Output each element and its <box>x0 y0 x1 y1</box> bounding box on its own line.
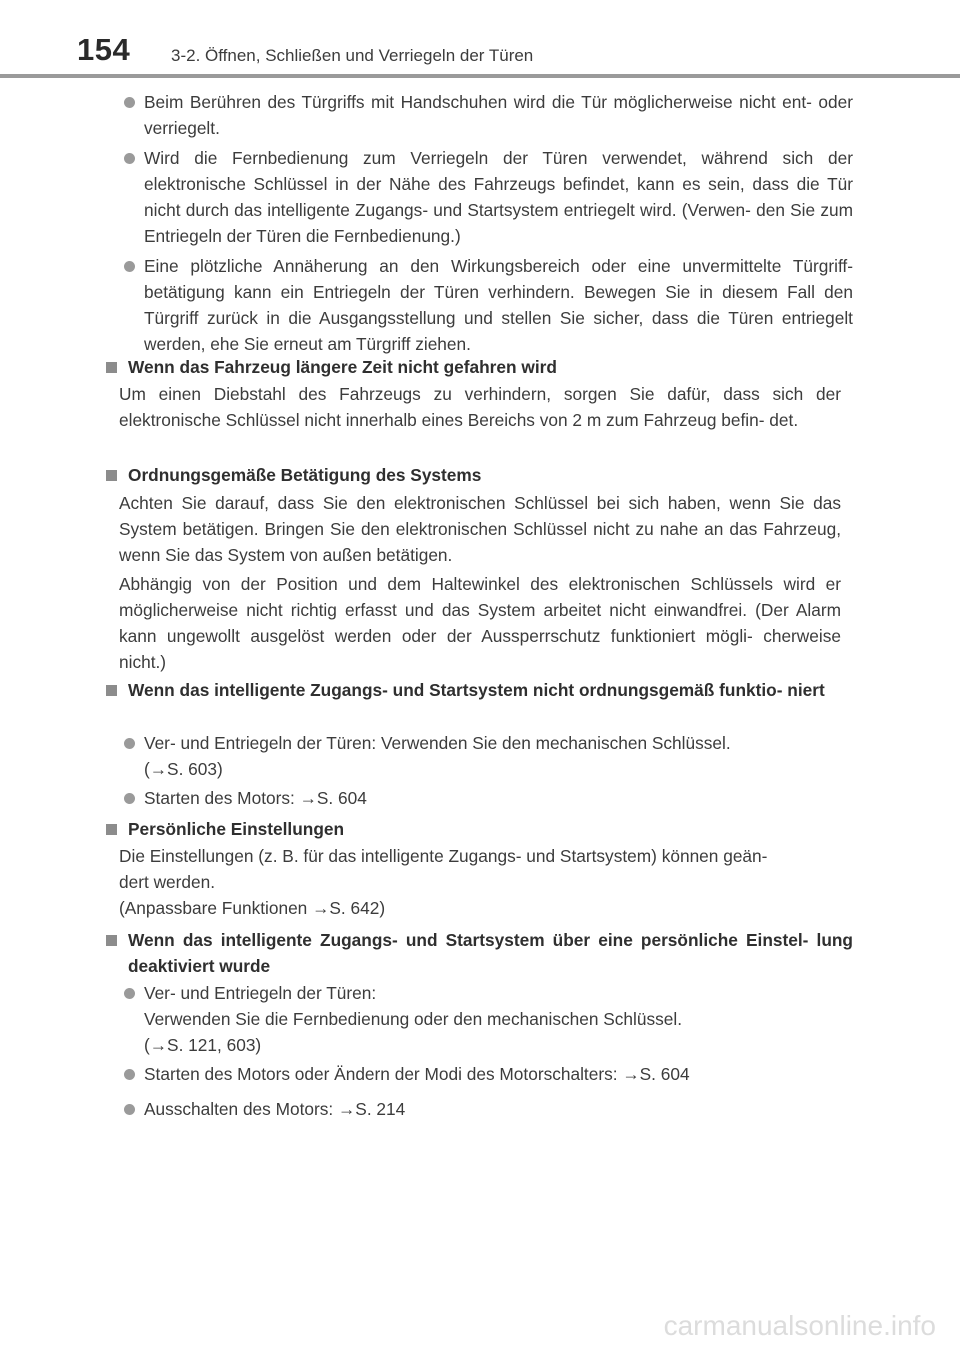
bullet-icon <box>124 97 135 108</box>
bullet-text: Starten des Motors oder Ändern der Modi des Motorschalters: →S. 604 <box>144 1064 690 1084</box>
chapter-title: 3-2. Öffnen, Schließen und Verriegeln der Türen <box>171 46 534 65</box>
bullet-text: Wird die Fernbedienung zum Verriegeln der Türen verwendet, während sich der elektronische Schlüssel in der Nähe des Fahrzeugs befindet, kann es sein, dass die Tür nicht durch das intelligente Zugangs- und Startsystem entriegelt wird. (Verwen- den Sie zum Entriegeln der Türen die Fernbedienung.) <box>144 148 853 246</box>
section-square-icon <box>106 470 117 481</box>
bullet-icon <box>124 988 135 999</box>
header-rule <box>0 74 960 78</box>
bullet-text: Verwenden Sie die Fernbedienung oder den mechanischen Schlüssel. <box>144 1009 682 1029</box>
page-reference: (→S. 121, 603) <box>144 1035 262 1055</box>
bullet-icon <box>124 738 135 749</box>
section-square-icon <box>106 685 117 696</box>
bullet-text: Ver- und Entriegeln der Türen: Verwenden Sie den mechanischen Schlüssel. <box>144 733 731 753</box>
section-title: Wenn das intelligente Zugangs- und Startsystem über eine persönliche Einstel- lung deaktiviert wurde <box>128 930 853 976</box>
bullet-icon <box>124 1069 135 1080</box>
bullet-text: Ver- und Entriegeln der Türen: <box>144 983 377 1003</box>
bullet-text: Beim Berühren des Türgriffs mit Handschuhen wird die Tür möglicherweise nicht ent- oder verriegelt. <box>144 92 853 138</box>
section-text: Um einen Diebstahl des Fahrzeugs zu verhindern, sorgen Sie dafür, dass sich der elektronische Schlüssel nicht innerhalb eines Bereichs von 2 m zum Fahrzeug befin- det. <box>119 384 841 430</box>
section-title: Ordnungsgemäße Betätigung des Systems <box>128 465 482 485</box>
bullet-icon <box>124 153 135 164</box>
section-text: Abhängig von der Position und dem Haltewinkel des elektronischen Schlüssels wird er möglicherweise nicht richtig erfasst und das System arbeitet nicht einwandfrei. (Der Alarm kann ungewollt ausgelöst werden oder der Aussperrschutz funktioniert mögli- cherweise nicht.) <box>119 574 841 672</box>
bullet-icon <box>124 1104 135 1115</box>
section-square-icon <box>106 362 117 373</box>
section-square-icon <box>106 824 117 835</box>
section-text: dert werden. <box>119 872 216 892</box>
bullet-icon <box>124 793 135 804</box>
bullet-text: Starten des Motors: →S. 604 <box>144 788 367 808</box>
section-title: Persönliche Einstellungen <box>128 819 345 839</box>
section-title: Wenn das intelligente Zugangs- und Startsystem nicht ordnungsgemäß funktio- niert <box>128 680 825 700</box>
bullet-icon <box>124 261 135 272</box>
section-title: Wenn das Fahrzeug längere Zeit nicht gefahren wird <box>128 357 557 377</box>
section-text: Die Einstellungen (z. B. für das intelligente Zugangs- und Startsystem) können geän- <box>119 846 768 866</box>
bullet-text: Ausschalten des Motors: →S. 214 <box>144 1099 406 1119</box>
page-header <box>0 0 960 78</box>
bullet-text: Eine plötzliche Annäherung an den Wirkungsbereich oder eine unvermittelte Türgriff- betätigung kann ein Entriegeln der Türen verhindern. Bewegen Sie in diesem Fall den Türgriff zurück in die Ausgangsstellung und stellen Sie sicher, dass die Türen entriegelt werden, ehe Sie erneut am Türgriff ziehen. <box>144 256 853 354</box>
page-number: 154 <box>77 32 131 67</box>
page-reference: (→S. 603) <box>144 759 223 779</box>
page-reference: (Anpassbare Funktionen →S. 642) <box>119 898 386 918</box>
section-text: Achten Sie darauf, dass Sie den elektronischen Schlüssel bei sich haben, wenn Sie das System betätigen. Bringen Sie den elektronischen Schlüssel nicht zu nahe an das Fahrzeug, wenn Sie das System von außen betätigen. <box>119 493 841 565</box>
watermark-text: carmanualsonline.info <box>663 1310 936 1341</box>
section-square-icon <box>106 935 117 946</box>
